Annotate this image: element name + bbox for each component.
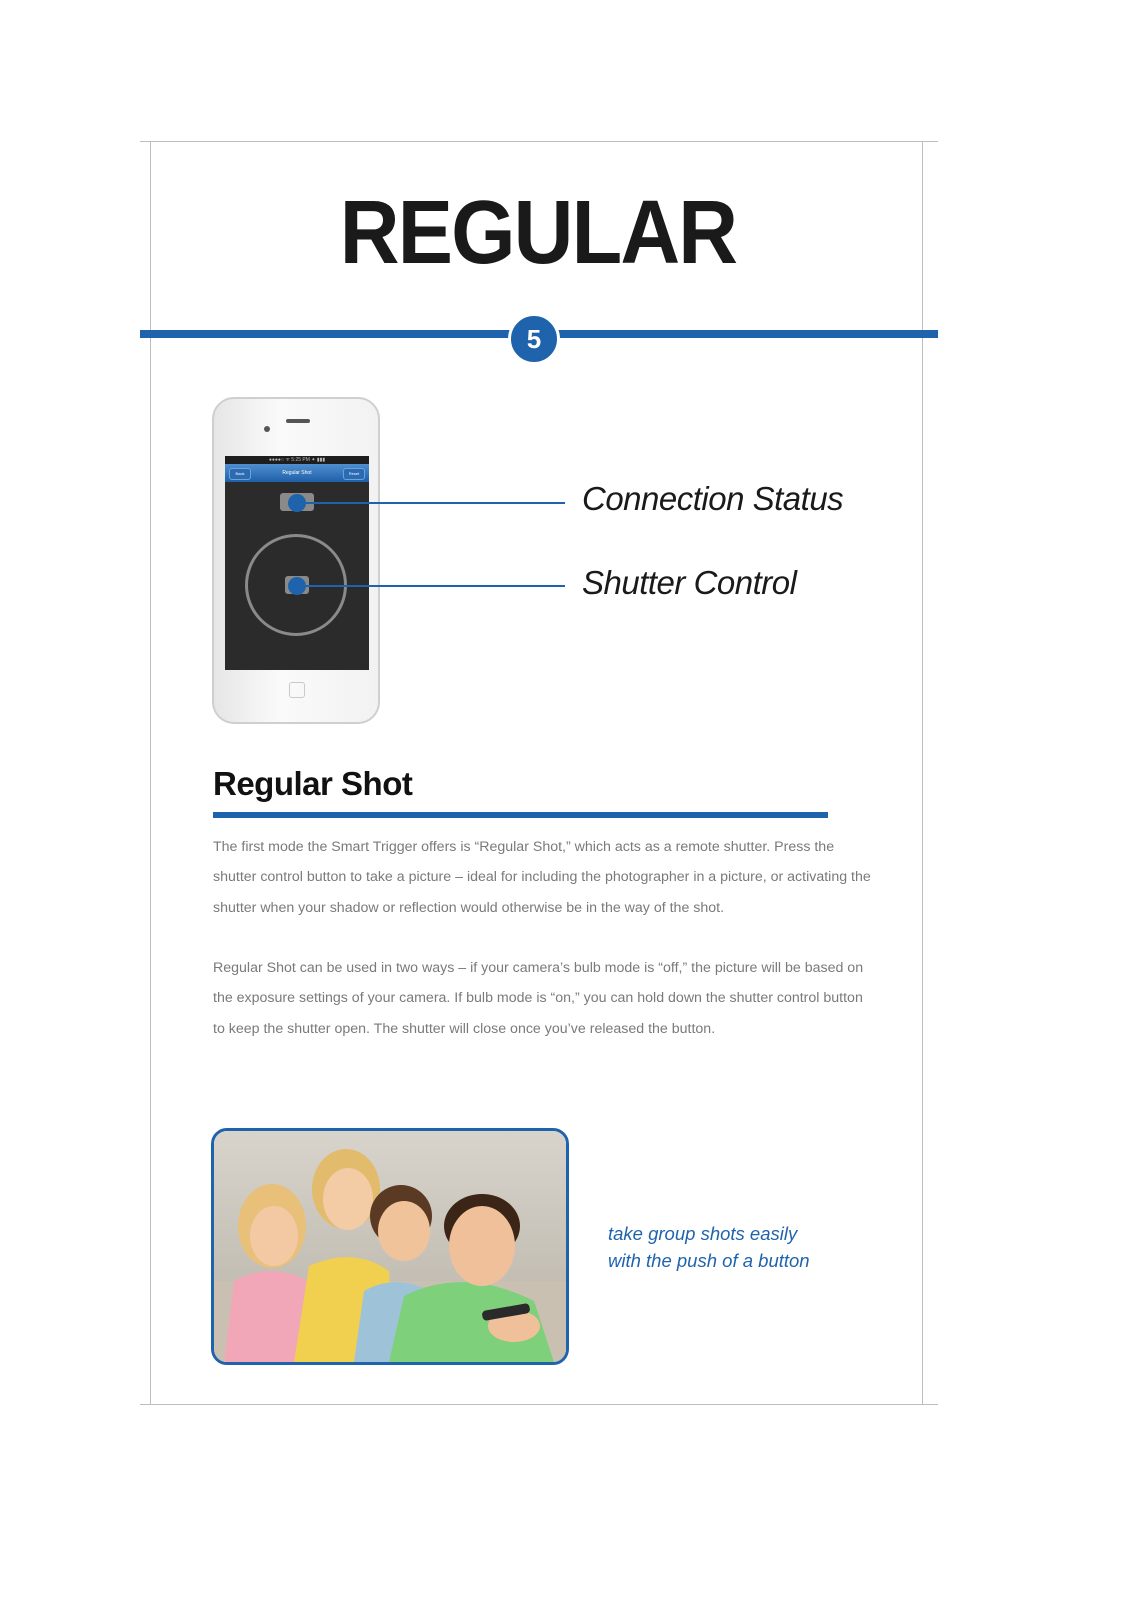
shutter-control-label: Shutter Control: [582, 564, 797, 601]
phone-screen: [225, 456, 369, 670]
phone-speaker-icon: [286, 419, 310, 423]
frame-bottom-line: [140, 1404, 938, 1405]
phone-nav-bar: [225, 464, 369, 482]
body-paragraph-2: [213, 953, 873, 1044]
phone-nav-title: Regular Shot: [282, 470, 312, 476]
caption-line-1: take group shots easily: [608, 1223, 798, 1244]
frame-top-line: [140, 141, 938, 142]
step-number-badge: 5: [508, 313, 560, 365]
phone-home-button: [289, 682, 305, 698]
phone-back-button: Back: [229, 468, 251, 480]
paragraph-text: Regular Shot can be used in two ways – if your camera’s bulb mode is “off,” the picture will be based on the exposure settings of your camera. If bulb mode is “on,” you can hold down the shutter control button to keep the shutter open. The shutter will close once you’ve released the button.: [213, 960, 864, 1037]
phone-reset-button: Reset: [343, 468, 365, 480]
group-photo-illustration: [214, 1131, 566, 1362]
phone-status-bar: ●●●●○ ᯤ 5:25 PM ✦ ▮▮▮: [225, 456, 369, 464]
body-paragraph-1: [213, 832, 873, 923]
group-photo: [211, 1128, 569, 1365]
connection-status-label: Connection Status: [582, 480, 844, 517]
section-underline: [213, 812, 828, 818]
phone-illustration: [212, 397, 380, 724]
section-heading: Regular Shot: [213, 765, 413, 802]
shutter-control-leader-line: [300, 585, 565, 587]
page-title: REGULAR: [339, 183, 737, 283]
photo-caption: [608, 1220, 810, 1274]
caption-line-2: with the push of a button: [608, 1250, 810, 1271]
paragraph-text: The first mode the Smart Trigger offers is “Regular Shot,” which acts as a remote shutter. Press the shutter control button to take a picture – ideal for including the photographer in a picture, or activating the shutter when your shadow or reflection would otherwise be in the way of the shot.: [213, 839, 871, 916]
connection-status-leader-line: [300, 502, 565, 504]
phone-camera-icon: [264, 426, 270, 432]
